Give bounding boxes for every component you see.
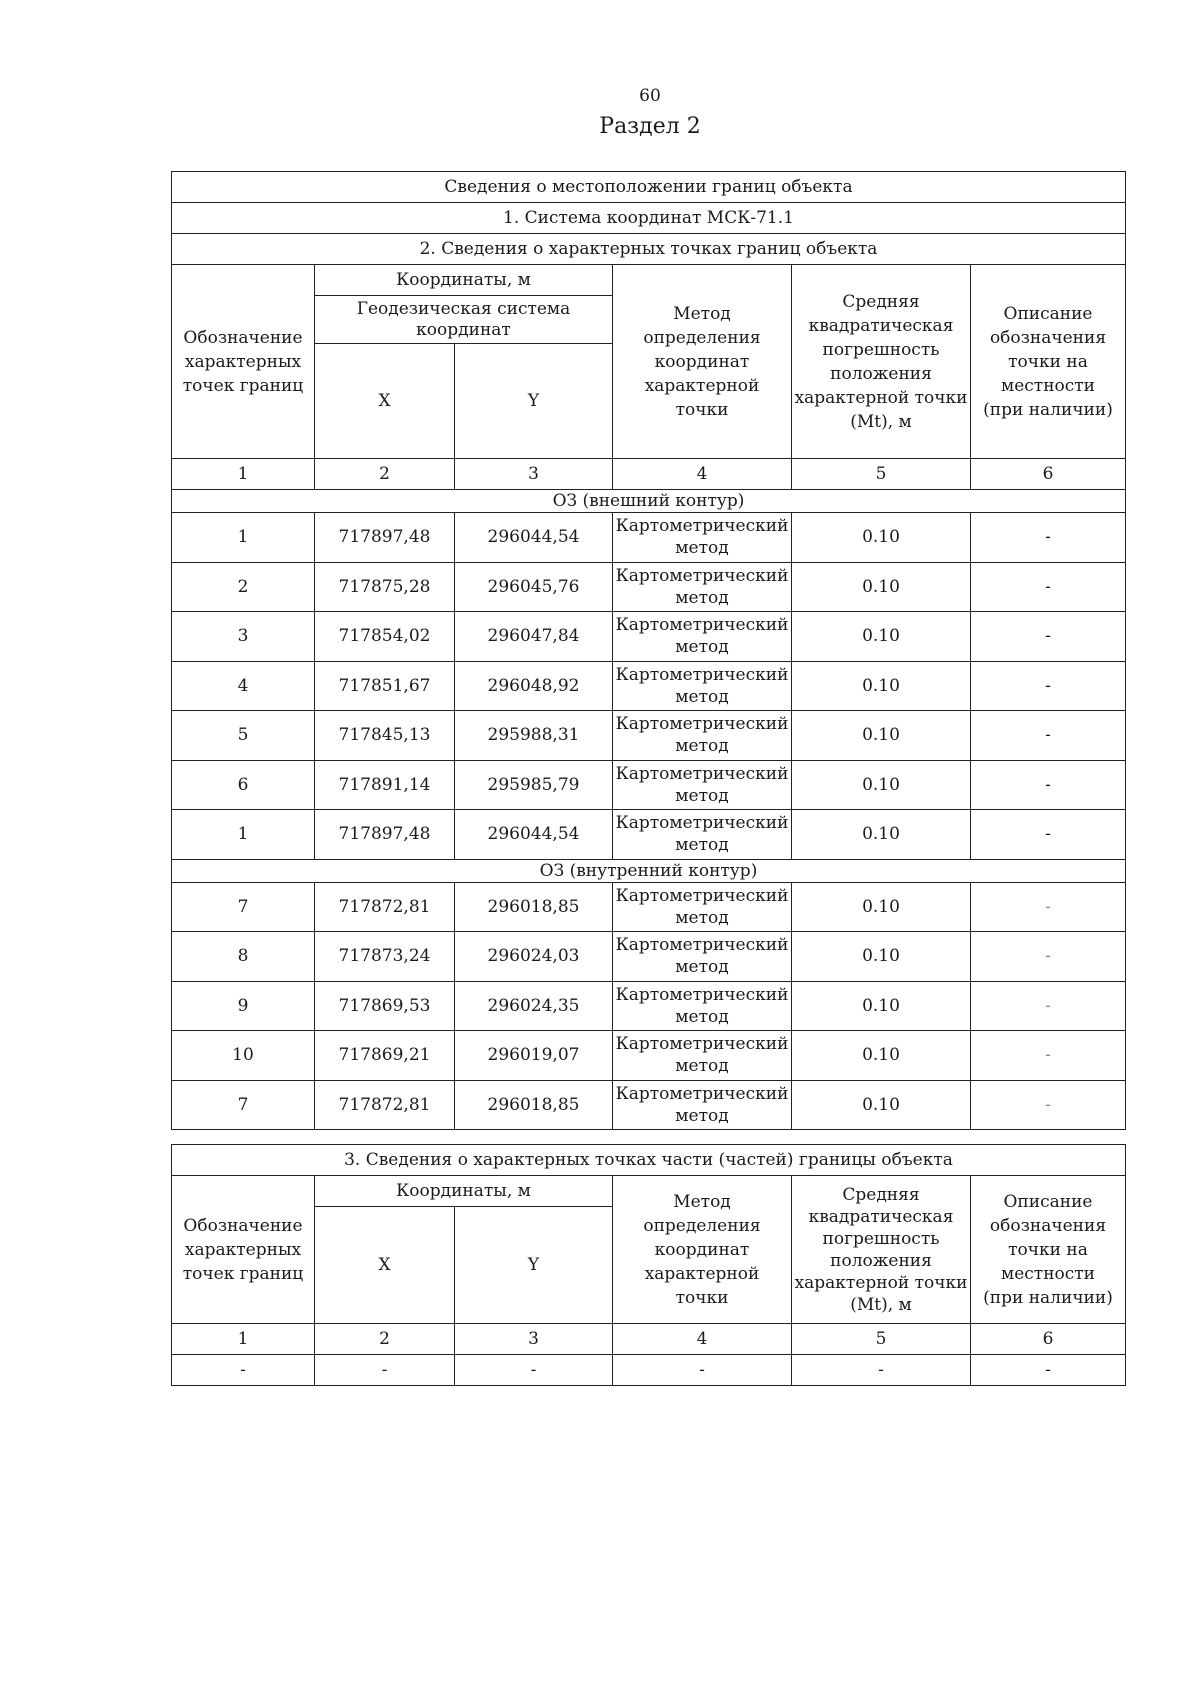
parts-header-description: [971, 1176, 1126, 1324]
error-value: 0.10: [792, 562, 971, 612]
cell-line: (Mt), м: [850, 1294, 912, 1315]
point-id: 4: [172, 661, 315, 711]
coord-y: 295985,79: [455, 760, 613, 810]
header-point: [172, 265, 315, 459]
points-section-title: 2. Сведения о характерных точках границ объекта: [172, 234, 1126, 265]
cell-line: метод: [675, 785, 729, 806]
column-number: 3: [455, 1324, 613, 1355]
method-cell: [613, 981, 792, 1031]
cell-line: Картометрический: [615, 1083, 789, 1104]
cell-line: Описание: [1003, 1191, 1093, 1212]
column-number: 5: [792, 1324, 971, 1355]
table-row: [172, 711, 1126, 761]
error-value: 0.10: [792, 760, 971, 810]
coord-system-label: 1. Система координат МСК-71.1: [172, 203, 1126, 234]
column-number: 6: [971, 1324, 1126, 1355]
coord-y: 296047,84: [455, 612, 613, 662]
error-value: 0.10: [792, 661, 971, 711]
coord-x: 717875,28: [315, 562, 455, 612]
header-method: [613, 265, 792, 459]
column-number: 4: [613, 459, 792, 490]
point-id: 8: [172, 932, 315, 982]
description: -: [971, 612, 1126, 662]
error-value: 0.10: [792, 932, 971, 982]
description: -: [971, 513, 1126, 563]
table-row: [172, 932, 1126, 982]
coord-x: 717872,81: [315, 882, 455, 932]
cell-line: метод: [675, 1105, 729, 1126]
error-value: 0.10: [792, 711, 971, 761]
parts-section-title: 3. Сведения о характерных точках части (частей) границы объекта: [172, 1145, 1126, 1176]
coord-x: 717897,48: [315, 810, 455, 860]
table-row: [172, 981, 1126, 1031]
cell-line: метод: [675, 686, 729, 707]
description: -: [971, 981, 1126, 1031]
error-value: 0.10: [792, 810, 971, 860]
description: -: [971, 661, 1126, 711]
column-number: 3: [455, 459, 613, 490]
group-title-row: [172, 490, 1126, 513]
cell-line: определения: [643, 327, 761, 348]
coord-y: 296024,35: [455, 981, 613, 1031]
cell-line: Средняя: [842, 291, 920, 312]
coord-y: 296045,76: [455, 562, 613, 612]
cell-line: Описание: [1003, 303, 1093, 324]
cell-line: квадратическая: [808, 315, 954, 336]
cell-line: Геодезическая система: [356, 298, 571, 319]
boundary-points-table: [171, 171, 1126, 1130]
column-number: 2: [315, 459, 455, 490]
cell-line: погрешность: [822, 339, 940, 360]
column-number: 2: [315, 1324, 455, 1355]
header-description: [971, 265, 1126, 459]
coord-x: 717872,81: [315, 1080, 455, 1130]
header-error: [792, 265, 971, 459]
coord-x: 717897,48: [315, 513, 455, 563]
point-id: 6: [172, 760, 315, 810]
table-row: [172, 612, 1126, 662]
error-value: 0.10: [792, 513, 971, 563]
coord-y: 296024,03: [455, 932, 613, 982]
error-value: 0.10: [792, 1080, 971, 1130]
method-cell: [613, 1080, 792, 1130]
cell-line: (Mt), м: [850, 411, 912, 432]
cell-line: Картометрический: [615, 813, 789, 834]
method-cell: [613, 562, 792, 612]
method-cell: [613, 810, 792, 860]
cell-line: координат: [416, 319, 511, 340]
section-title: Раздел 2: [599, 114, 701, 139]
coord-x: 717891,14: [315, 760, 455, 810]
cell-line: характерных: [184, 351, 302, 372]
cell-line: метод: [675, 736, 729, 757]
method-cell: [613, 711, 792, 761]
column-number: 5: [792, 459, 971, 490]
cell-line: Картометрический: [615, 615, 789, 636]
cell-line: Картометрический: [615, 984, 789, 1005]
point-id: 1: [172, 513, 315, 563]
empty-cell: -: [172, 1355, 315, 1386]
cell-line: Обозначение: [183, 1215, 303, 1236]
cell-line: точек границ: [182, 1263, 304, 1284]
cell-line: характерной точки: [794, 387, 968, 408]
empty-cell: -: [455, 1355, 613, 1386]
cell-line: метод: [675, 907, 729, 928]
coord-y: 296019,07: [455, 1031, 613, 1081]
empty-cell: -: [613, 1355, 792, 1386]
empty-cell: -: [792, 1355, 971, 1386]
point-id: 5: [172, 711, 315, 761]
method-cell: [613, 612, 792, 662]
column-numbers-row: [172, 459, 1126, 490]
cell-line: характерной: [644, 375, 760, 396]
cell-line: Картометрический: [615, 885, 789, 906]
cell-line: квадратическая: [808, 1206, 954, 1227]
cell-line: обозначения: [989, 327, 1107, 348]
table-row: [172, 562, 1126, 612]
cell-line: Картометрический: [615, 935, 789, 956]
error-value: 0.10: [792, 882, 971, 932]
coord-y: 296018,85: [455, 882, 613, 932]
error-value: 0.10: [792, 612, 971, 662]
method-cell: [613, 1031, 792, 1081]
cell-line: метод: [675, 1006, 729, 1027]
cell-line: метод: [675, 637, 729, 658]
cell-line: положения: [830, 1250, 932, 1271]
cell-line: координат: [654, 351, 750, 372]
coord-y: 296044,54: [455, 810, 613, 860]
point-id: 1: [172, 810, 315, 860]
cell-line: точки: [675, 399, 729, 420]
point-id: 2: [172, 562, 315, 612]
description: -: [971, 711, 1126, 761]
column-number: 1: [172, 1324, 315, 1355]
method-cell: [613, 882, 792, 932]
table-title: Сведения о местоположении границ объекта: [172, 172, 1126, 203]
header-x: X: [315, 344, 455, 459]
empty-cell: -: [315, 1355, 455, 1386]
cell-line: точек границ: [182, 375, 304, 396]
cell-line: положения: [830, 363, 932, 384]
cell-line: погрешность: [822, 1228, 940, 1249]
parts-data-row: [172, 1355, 1126, 1386]
cell-line: характерных: [184, 1239, 302, 1260]
point-id: 7: [172, 882, 315, 932]
description: -: [971, 810, 1126, 860]
cell-line: метод: [675, 1056, 729, 1077]
coord-x: 717851,67: [315, 661, 455, 711]
table-row: [172, 1031, 1126, 1081]
group-title: ОЗ (внешний контур): [172, 490, 1126, 513]
parts-header-y: Y: [455, 1207, 613, 1324]
cell-line: Средняя: [842, 1184, 920, 1205]
cell-line: Обозначение: [183, 327, 303, 348]
table-row: [172, 513, 1126, 563]
coord-y: 295988,31: [455, 711, 613, 761]
cell-line: характерной: [644, 1263, 760, 1284]
cell-line: метод: [675, 538, 729, 559]
cell-line: метод: [675, 957, 729, 978]
cell-line: метод: [675, 587, 729, 608]
method-cell: [613, 932, 792, 982]
description: -: [971, 760, 1126, 810]
cell-line: Картометрический: [615, 763, 789, 784]
description: -: [971, 1031, 1126, 1081]
header-y: Y: [455, 344, 613, 459]
coord-x: 717869,21: [315, 1031, 455, 1081]
parts-header-point: [172, 1176, 315, 1324]
parts-column-numbers-row: [172, 1324, 1126, 1355]
parts-header-method: [613, 1176, 792, 1324]
group-title-row: [172, 859, 1126, 882]
description: -: [971, 882, 1126, 932]
description: -: [971, 932, 1126, 982]
empty-cell: -: [971, 1355, 1126, 1386]
group-title: ОЗ (внутренний контур): [172, 859, 1126, 882]
cell-line: координат: [654, 1239, 750, 1260]
point-id: 3: [172, 612, 315, 662]
coord-y: 296048,92: [455, 661, 613, 711]
table-row: [172, 760, 1126, 810]
cell-line: местности: [1000, 1263, 1096, 1284]
table-row: [172, 810, 1126, 860]
cell-line: определения: [643, 1215, 761, 1236]
table-row: [172, 1080, 1126, 1130]
point-id: 10: [172, 1031, 315, 1081]
cell-line: Картометрический: [615, 1034, 789, 1055]
coord-y: 296018,85: [455, 1080, 613, 1130]
point-id: 7: [172, 1080, 315, 1130]
description: -: [971, 1080, 1126, 1130]
point-id: 9: [172, 981, 315, 1031]
table-row: [172, 661, 1126, 711]
parts-header-error: [792, 1176, 971, 1324]
cell-line: (при наличии): [983, 399, 1113, 420]
coord-y: 296044,54: [455, 513, 613, 563]
parts-header-coords: Координаты, м: [315, 1176, 613, 1207]
method-cell: [613, 513, 792, 563]
coord-x: 717854,02: [315, 612, 455, 662]
cell-line: обозначения: [989, 1215, 1107, 1236]
cell-line: Метод: [673, 303, 731, 324]
cell-line: точки на: [1008, 351, 1088, 372]
cell-line: Картометрический: [615, 714, 789, 735]
error-value: 0.10: [792, 1031, 971, 1081]
cell-line: Метод: [673, 1191, 731, 1212]
coord-x: 717845,13: [315, 711, 455, 761]
cell-line: метод: [675, 835, 729, 856]
method-cell: [613, 760, 792, 810]
cell-line: Картометрический: [615, 565, 789, 586]
cell-line: местности: [1000, 375, 1096, 396]
column-number: 6: [971, 459, 1126, 490]
coord-x: 717873,24: [315, 932, 455, 982]
table-row: [172, 882, 1126, 932]
column-number: 4: [613, 1324, 792, 1355]
cell-line: точки: [675, 1287, 729, 1308]
method-cell: [613, 661, 792, 711]
part-points-table: [171, 1144, 1126, 1386]
cell-line: Картометрический: [615, 664, 789, 685]
page-number: 60: [639, 86, 661, 106]
description: -: [971, 562, 1126, 612]
cell-line: Картометрический: [615, 516, 789, 537]
cell-line: характерной точки: [794, 1272, 968, 1293]
coord-x: 717869,53: [315, 981, 455, 1031]
error-value: 0.10: [792, 981, 971, 1031]
cell-line: (при наличии): [983, 1287, 1113, 1308]
parts-header-x: X: [315, 1207, 455, 1324]
cell-line: точки на: [1008, 1239, 1088, 1260]
column-number: 1: [172, 459, 315, 490]
header-geo-system: [315, 296, 613, 344]
header-coords: Координаты, м: [315, 265, 613, 296]
